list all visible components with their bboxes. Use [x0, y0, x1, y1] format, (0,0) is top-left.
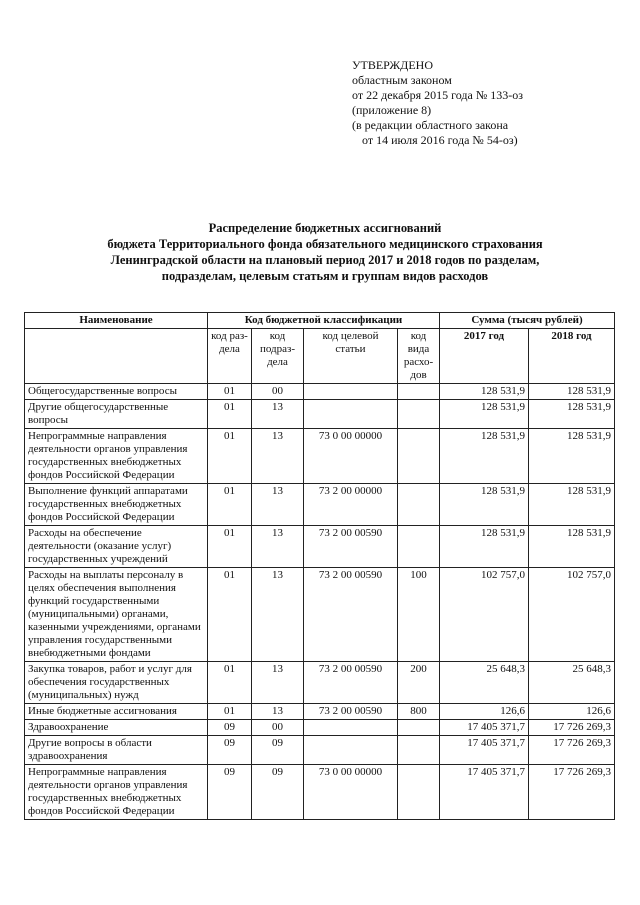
cell-sum-2017: 17 405 371,7: [440, 720, 529, 736]
cell-sum-2018: 128 531,9: [529, 526, 615, 568]
cell-name: Непрограммные направления деятельности органов управления государственных внебюджетных фондов Российской Федерации: [25, 765, 208, 820]
cell-name: Здравоохранение: [25, 720, 208, 736]
header-year-2018: 2018 год: [529, 329, 615, 384]
table-row: [25, 429, 615, 484]
cell-expense-type: [398, 736, 440, 765]
cell-name: Расходы на обеспечение деятельности (оказание услуг) государственных учреждений: [25, 526, 208, 568]
cell-target: 73 2 00 00590: [304, 568, 398, 662]
cell-sum-2018: 25 648,3: [529, 662, 615, 704]
header-target: код целевой статьи: [304, 329, 398, 384]
cell-sum-2018: 102 757,0: [529, 568, 615, 662]
table-row: [25, 526, 615, 568]
cell-name: Выполнение функций аппаратами государственных внебюджетных фондов Российской Федерации: [25, 484, 208, 526]
cell-section: 01: [208, 384, 252, 400]
cell-subsection: 13: [252, 526, 304, 568]
table-row: [25, 484, 615, 526]
cell-expense-type: [398, 526, 440, 568]
cell-expense-type: [398, 384, 440, 400]
cell-sum-2017: 126,6: [440, 704, 529, 720]
cell-subsection: 09: [252, 765, 304, 820]
table-row: [25, 384, 615, 400]
approval-line: от 14 июля 2016 года № 54-оз): [362, 133, 518, 147]
header-subsection: код подраз-дела: [252, 329, 304, 384]
cell-sum-2018: 126,6: [529, 704, 615, 720]
cell-subsection: 13: [252, 400, 304, 429]
header-section: код раз-дела: [208, 329, 252, 384]
cell-subsection: 13: [252, 484, 304, 526]
cell-subsection: 13: [252, 662, 304, 704]
cell-section: 01: [208, 704, 252, 720]
cell-section: 01: [208, 429, 252, 484]
header-name-empty: [25, 329, 208, 384]
cell-sum-2017: 17 405 371,7: [440, 736, 529, 765]
cell-target: 73 2 00 00000: [304, 484, 398, 526]
table-row: [25, 736, 615, 765]
cell-expense-type: [398, 720, 440, 736]
cell-expense-type: 800: [398, 704, 440, 720]
table-row: [25, 400, 615, 429]
cell-expense-type: [398, 400, 440, 429]
approval-line: УТВЕРЖДЕНО: [352, 58, 434, 72]
cell-sum-2017: 25 648,3: [440, 662, 529, 704]
cell-name: Общегосударственные вопросы: [25, 384, 208, 400]
cell-sum-2018: 128 531,9: [529, 429, 615, 484]
title-line: бюджета Территориального фонда обязательного медицинского страхования: [107, 237, 543, 251]
cell-target: 73 0 00 00000: [304, 429, 398, 484]
cell-subsection: 13: [252, 568, 304, 662]
approval-stamp: [352, 58, 622, 148]
cell-name: Закупка товаров, работ и услуг для обеспечения государственных (муниципальных) нужд: [25, 662, 208, 704]
cell-name: Другие общегосударственные вопросы: [25, 400, 208, 429]
cell-subsection: 00: [252, 720, 304, 736]
table-row: [25, 720, 615, 736]
cell-name: Расходы на выплаты персоналу в целях обеспечения выполнения функций государственными (муниципальными) органами, казенными учреждениями, органами управления государственными внебюджетными фондами: [25, 568, 208, 662]
title-line: подразделам, целевым статьям и группам видов расходов: [161, 269, 489, 283]
document-title: [40, 220, 610, 284]
cell-sum-2018: 17 726 269,3: [529, 720, 615, 736]
cell-section: 01: [208, 484, 252, 526]
cell-name: Иные бюджетные ассигнования: [25, 704, 208, 720]
header-year-2017: 2017 год: [440, 329, 529, 384]
cell-target: 73 2 00 00590: [304, 704, 398, 720]
cell-sum-2018: 17 726 269,3: [529, 736, 615, 765]
cell-sum-2017: 17 405 371,7: [440, 765, 529, 820]
approval-line: от 22 декабря 2015 года № 133-оз: [352, 88, 524, 102]
cell-sum-2017: 128 531,9: [440, 400, 529, 429]
header-expense-type: код вида расхо-дов: [398, 329, 440, 384]
cell-expense-type: [398, 765, 440, 820]
cell-section: 01: [208, 662, 252, 704]
cell-subsection: 00: [252, 384, 304, 400]
cell-target: 73 2 00 00590: [304, 526, 398, 568]
title-line: Распределение бюджетных ассигнований: [208, 221, 442, 235]
cell-sum-2018: 128 531,9: [529, 484, 615, 526]
cell-section: 01: [208, 568, 252, 662]
cell-section: 09: [208, 765, 252, 820]
approval-line: областным законом: [352, 73, 452, 87]
cell-sum-2017: 128 531,9: [440, 384, 529, 400]
header-classification: Код бюджетной классификации: [208, 313, 440, 329]
cell-target: [304, 736, 398, 765]
cell-target: 73 0 00 00000: [304, 765, 398, 820]
cell-target: [304, 384, 398, 400]
cell-sum-2017: 128 531,9: [440, 484, 529, 526]
cell-sum-2018: 128 531,9: [529, 384, 615, 400]
cell-target: [304, 720, 398, 736]
cell-section: 09: [208, 736, 252, 765]
cell-section: 01: [208, 400, 252, 429]
cell-name: Непрограммные направления деятельности органов управления государственных внебюджетных фондов Российской Федерации: [25, 429, 208, 484]
cell-subsection: 09: [252, 736, 304, 765]
table-row: [25, 662, 615, 704]
table-row: [25, 765, 615, 820]
budget-table: [24, 312, 615, 820]
cell-section: 01: [208, 526, 252, 568]
table-row: [25, 704, 615, 720]
title-line: Ленинградской области на плановый период 2017 и 2018 годов по разделам,: [110, 253, 540, 267]
cell-sum-2018: 17 726 269,3: [529, 765, 615, 820]
cell-expense-type: 200: [398, 662, 440, 704]
cell-target: 73 2 00 00590: [304, 662, 398, 704]
cell-name: Другие вопросы в области здравоохранения: [25, 736, 208, 765]
header-sum: Сумма (тысяч рублей): [440, 313, 615, 329]
approval-line: (в редакции областного закона: [352, 118, 509, 132]
cell-sum-2017: 128 531,9: [440, 526, 529, 568]
cell-subsection: 13: [252, 704, 304, 720]
cell-section: 09: [208, 720, 252, 736]
cell-subsection: 13: [252, 429, 304, 484]
header-name: Наименование: [25, 313, 208, 329]
cell-expense-type: 100: [398, 568, 440, 662]
cell-target: [304, 400, 398, 429]
cell-expense-type: [398, 429, 440, 484]
cell-sum-2017: 128 531,9: [440, 429, 529, 484]
approval-line: (приложение 8): [352, 103, 432, 117]
cell-expense-type: [398, 484, 440, 526]
table-row: [25, 568, 615, 662]
cell-sum-2017: 102 757,0: [440, 568, 529, 662]
cell-sum-2018: 128 531,9: [529, 400, 615, 429]
